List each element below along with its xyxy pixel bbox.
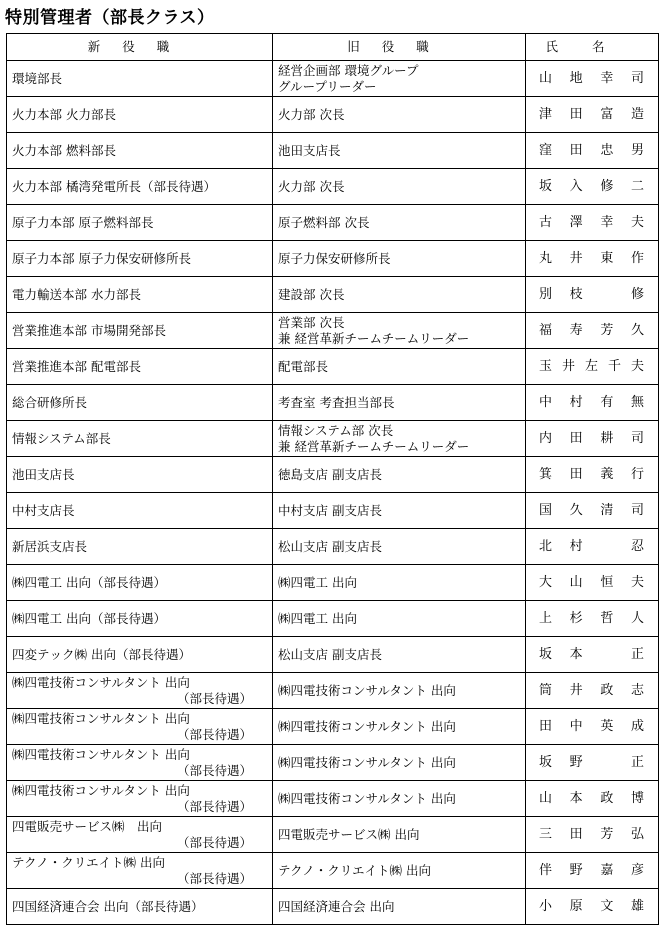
table-row [7, 709, 659, 745]
old-position-cell [273, 493, 526, 529]
new-position-cell [7, 709, 273, 745]
table-row [7, 601, 659, 637]
new-position-line: 環境部長 [12, 70, 63, 86]
new-position-line: 新居浜支店長 [12, 538, 88, 554]
person-name: 窪 田 忠 男 [539, 142, 644, 158]
header-old-position: 旧役職 [273, 34, 526, 61]
new-position-cell [7, 277, 273, 313]
old-position-cell [273, 61, 526, 97]
new-position-line: 原子力本部 原子燃料部長 [12, 214, 154, 230]
old-position-line: 中村支店 副支店長 [278, 502, 382, 518]
name-cell [526, 277, 659, 313]
name-cell [526, 493, 659, 529]
table-row [7, 781, 659, 817]
old-position-cell [273, 565, 526, 601]
person-name: 田 中 英 成 [539, 718, 644, 734]
new-position-cell [7, 97, 273, 133]
new-position-line: 四変テック㈱ 出向（部長待遇） [12, 646, 191, 662]
new-position-cell [7, 313, 273, 349]
name-cell [526, 97, 659, 133]
old-position-line: ㈱四電技術コンサルタント 出向 [278, 754, 456, 770]
page-title: 特別管理者（部長クラス） [5, 8, 215, 28]
table-row [7, 637, 659, 673]
table-header-row [7, 34, 659, 61]
new-position-line: （部長待遇） [176, 726, 252, 742]
table-row [7, 853, 659, 889]
table-row [7, 385, 659, 421]
new-position-line: ㈱四電工 出向（部長待遇） [12, 610, 166, 626]
table-row [7, 277, 659, 313]
person-name: 大 山 恒 夫 [539, 574, 644, 590]
new-position-line: ㈱四電工 出向（部長待遇） [12, 574, 166, 590]
new-position-line: 営業推進本部 配電部長 [12, 358, 141, 374]
table-row [7, 205, 659, 241]
table-row [7, 169, 659, 205]
old-position-cell [273, 133, 526, 169]
new-position-cell [7, 421, 273, 457]
person-name: 山 地 幸 司 [539, 70, 644, 86]
name-cell [526, 709, 659, 745]
old-position-cell [273, 421, 526, 457]
table-body [7, 61, 659, 925]
table-row [7, 313, 659, 349]
new-position-line: （部長待遇） [176, 870, 252, 886]
name-cell [526, 421, 659, 457]
old-position-cell [273, 169, 526, 205]
old-position-line: ㈱四電技術コンサルタント 出向 [278, 718, 456, 734]
name-cell [526, 385, 659, 421]
old-position-cell [273, 385, 526, 421]
new-position-line: 四電販売サービス㈱ 出向 [12, 818, 163, 834]
old-position-cell [273, 745, 526, 781]
old-position-cell [273, 817, 526, 853]
person-name: 国 久 清 司 [539, 502, 644, 518]
new-position-line: テクノ・クリエイト㈱ 出向 [12, 854, 165, 870]
old-position-line: 兼 経営革新チームチームリーダー [278, 438, 470, 454]
person-name: 三 田 芳 弘 [539, 826, 644, 842]
new-position-cell [7, 61, 273, 97]
new-position-cell [7, 745, 273, 781]
person-name: 坂 入 修 二 [539, 178, 644, 194]
old-position-line: ㈱四電工 出向 [278, 610, 357, 626]
new-position-line: ㈱四電技術コンサルタント 出向 [12, 782, 190, 798]
old-position-line: ㈱四電技術コンサルタント 出向 [278, 790, 456, 806]
new-position-line: 池田支店長 [12, 466, 75, 482]
name-cell [526, 241, 659, 277]
new-position-cell [7, 601, 273, 637]
new-position-cell [7, 349, 273, 385]
old-position-line: ㈱四電技術コンサルタント 出向 [278, 682, 456, 698]
old-position-cell [273, 313, 526, 349]
new-position-line: 火力本部 火力部長 [12, 106, 116, 122]
old-position-line: 四国経済連合会 出向 [278, 898, 395, 914]
old-position-line: 情報システム部 次長 [278, 422, 394, 438]
person-name: 筒 井 政 志 [539, 682, 644, 698]
new-position-line: （部長待遇） [176, 834, 252, 850]
name-cell [526, 529, 659, 565]
person-name: 津 田 富 造 [539, 106, 644, 122]
name-cell [526, 349, 659, 385]
person-name: 別 枝 修 [539, 286, 644, 302]
new-position-line: 火力本部 橘湾発電所長（部長待遇） [12, 178, 216, 194]
table-row [7, 817, 659, 853]
new-position-cell [7, 565, 273, 601]
old-position-cell [273, 277, 526, 313]
new-position-cell [7, 817, 273, 853]
name-cell [526, 313, 659, 349]
table-row [7, 889, 659, 925]
old-position-line: 原子燃料部 次長 [278, 214, 370, 230]
new-position-line: 情報システム部長 [12, 430, 111, 446]
old-position-cell [273, 853, 526, 889]
old-position-line: ㈱四電工 出向 [278, 574, 357, 590]
person-name: 箕 田 義 行 [539, 466, 644, 482]
name-cell [526, 169, 659, 205]
new-position-line: ㈱四電技術コンサルタント 出向 [12, 674, 190, 690]
old-position-line: テクノ・クリエイト㈱ 出向 [278, 862, 431, 878]
new-position-line: ㈱四電技術コンサルタント 出向 [12, 746, 190, 762]
table-row [7, 493, 659, 529]
new-position-cell [7, 853, 273, 889]
old-position-cell [273, 529, 526, 565]
table-row [7, 349, 659, 385]
old-position-line: 経営企画部 環境グループ [278, 62, 419, 78]
old-position-cell [273, 637, 526, 673]
person-name: 玉 井 左 千 夫 [539, 358, 644, 374]
new-position-cell [7, 493, 273, 529]
new-position-line: 総合研修所長 [12, 394, 88, 410]
new-position-cell [7, 133, 273, 169]
old-position-cell [273, 349, 526, 385]
table-row [7, 673, 659, 709]
old-position-cell [273, 241, 526, 277]
name-cell [526, 817, 659, 853]
person-name: 古 澤 幸 夫 [539, 214, 644, 230]
person-name: 坂 本 正 [539, 646, 644, 662]
old-position-cell [273, 205, 526, 241]
new-position-cell [7, 169, 273, 205]
person-name: 伴 野 嘉 彦 [539, 862, 644, 878]
new-position-line: 電力輸送本部 水力部長 [12, 286, 141, 302]
header-name: 氏名 [526, 34, 659, 61]
person-name: 中 村 有 無 [539, 394, 644, 410]
name-cell [526, 745, 659, 781]
new-position-line: 営業推進本部 市場開発部長 [12, 322, 166, 338]
old-position-cell [273, 97, 526, 133]
new-position-cell [7, 385, 273, 421]
table-row [7, 745, 659, 781]
table-row [7, 61, 659, 97]
new-position-line: 火力本部 燃料部長 [12, 142, 116, 158]
old-position-cell [273, 781, 526, 817]
new-position-cell [7, 637, 273, 673]
new-position-cell [7, 781, 273, 817]
name-cell [526, 601, 659, 637]
table-row [7, 457, 659, 493]
person-name: 上 杉 哲 人 [539, 610, 644, 626]
old-position-line: 松山支店 副支店長 [278, 646, 382, 662]
new-position-cell [7, 457, 273, 493]
personnel-table [6, 33, 659, 925]
name-cell [526, 565, 659, 601]
new-position-line: 中村支店長 [12, 502, 75, 518]
person-name: 山 本 政 博 [539, 790, 644, 806]
new-position-cell [7, 205, 273, 241]
name-cell [526, 889, 659, 925]
new-position-cell [7, 673, 273, 709]
new-position-line: （部長待遇） [176, 762, 252, 778]
old-position-cell [273, 457, 526, 493]
name-cell [526, 853, 659, 889]
header-new-position: 新役職 [7, 34, 273, 61]
old-position-line: 松山支店 副支店長 [278, 538, 382, 554]
new-position-cell [7, 889, 273, 925]
new-position-cell [7, 529, 273, 565]
name-cell [526, 133, 659, 169]
new-position-line: ㈱四電技術コンサルタント 出向 [12, 710, 190, 726]
name-cell [526, 457, 659, 493]
old-position-line: 火力部 次長 [278, 106, 345, 122]
table-row [7, 421, 659, 457]
table-row [7, 529, 659, 565]
person-name: 丸 井 東 作 [539, 250, 644, 266]
name-cell [526, 673, 659, 709]
old-position-line: 四電販売サービス㈱ 出向 [278, 826, 420, 842]
old-position-cell [273, 673, 526, 709]
old-position-line: 建設部 次長 [278, 286, 345, 302]
new-position-line: （部長待遇） [176, 690, 252, 706]
name-cell [526, 61, 659, 97]
table-row [7, 97, 659, 133]
old-position-line: 考査室 考査担当部長 [278, 394, 395, 410]
person-name: 小 原 文 雄 [539, 898, 644, 914]
new-position-line: （部長待遇） [176, 798, 252, 814]
table-row [7, 565, 659, 601]
person-name: 北 村 忍 [539, 538, 644, 554]
old-position-line: 配電部長 [278, 358, 329, 374]
old-position-line: 火力部 次長 [278, 178, 345, 194]
old-position-line: 兼 経営革新チームチームリーダー [278, 330, 470, 346]
old-position-line: グループリーダー [278, 78, 377, 94]
new-position-cell [7, 241, 273, 277]
table-row [7, 133, 659, 169]
new-position-line: 四国経済連合会 出向（部長待遇） [12, 898, 204, 914]
person-name: 坂 野 正 [539, 754, 644, 770]
person-name: 福 寿 芳 久 [539, 322, 644, 338]
old-position-line: 原子力保安研修所長 [278, 250, 391, 266]
person-name: 内 田 耕 司 [539, 430, 644, 446]
new-position-line: 原子力本部 原子力保安研修所長 [12, 250, 191, 266]
old-position-line: 徳島支店 副支店長 [278, 466, 382, 482]
old-position-cell [273, 709, 526, 745]
old-position-line: 池田支店長 [278, 142, 341, 158]
table-row [7, 241, 659, 277]
name-cell [526, 205, 659, 241]
name-cell [526, 781, 659, 817]
name-cell [526, 637, 659, 673]
old-position-line: 営業部 次長 [278, 314, 345, 330]
old-position-cell [273, 601, 526, 637]
old-position-cell [273, 889, 526, 925]
